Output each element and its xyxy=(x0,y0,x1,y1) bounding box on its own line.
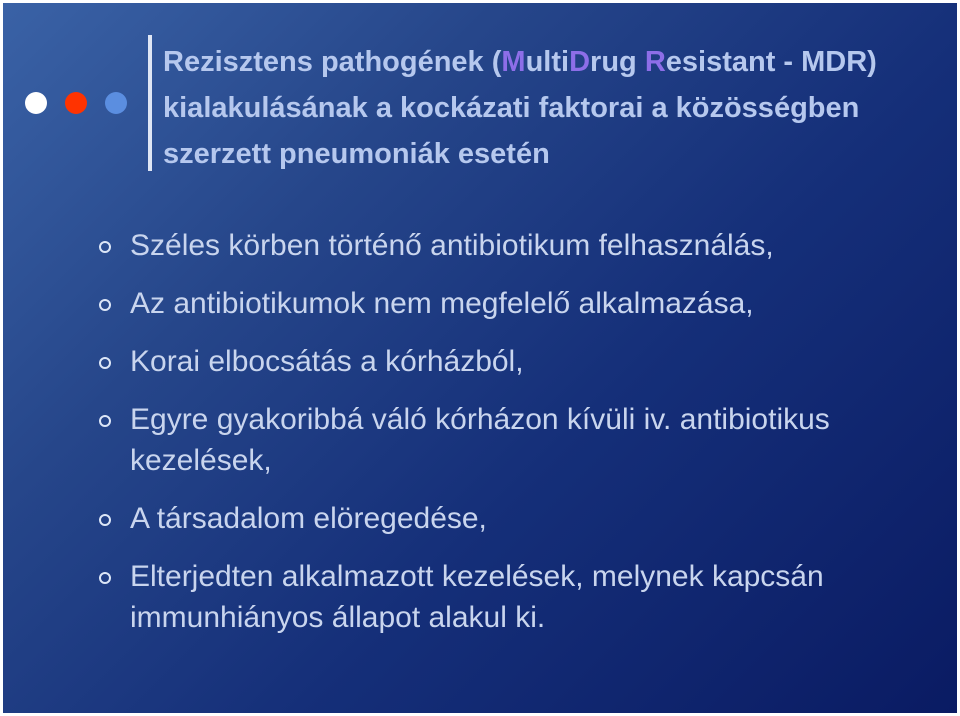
bullet-text: A társadalom elöregedése, xyxy=(130,502,487,535)
red-dot-icon xyxy=(65,92,87,114)
decorative-dots xyxy=(25,92,135,118)
slide xyxy=(3,3,957,713)
title-part-rug: rug xyxy=(590,46,645,78)
bullet-item xyxy=(98,225,948,266)
bullet-item xyxy=(98,556,948,638)
title-part-rest: esistant - MDR) kialakulásának a kockázati faktorai a közösségben szerzett pneumoniák esetén xyxy=(163,46,877,170)
bullet-text: Elterjedten alkalmazott kezelések, melynek kapcsán immunhiányos állapot alakul ki. xyxy=(130,560,824,634)
bullet-circle-icon xyxy=(99,241,111,253)
title-letter-m: M xyxy=(501,46,526,78)
title-divider xyxy=(148,35,152,171)
bullet-text: Széles körben történő antibiotikum felhasználás, xyxy=(130,229,774,262)
bullet-circle-icon xyxy=(99,415,111,427)
title-part-ulti: ulti xyxy=(525,46,570,78)
bullet-circle-icon xyxy=(99,514,111,526)
bullet-item xyxy=(98,283,948,324)
bullet-item xyxy=(98,498,948,539)
bullet-text: Az antibiotikumok nem megfelelő alkalmazása, xyxy=(130,287,754,320)
blue-dot-icon xyxy=(105,92,127,114)
bullet-item xyxy=(98,341,948,382)
white-dot-icon xyxy=(25,92,47,114)
title-letter-r: R xyxy=(644,46,666,78)
bullet-circle-icon xyxy=(99,357,111,369)
bullet-text: Egyre gyakoribbá váló kórházon kívüli iv. antibiotikus kezelések, xyxy=(130,403,830,477)
title-letter-d: D xyxy=(569,46,591,78)
bullet-list xyxy=(98,225,948,655)
bullet-circle-icon xyxy=(99,299,111,311)
bullet-circle-icon xyxy=(99,572,111,584)
title-part-1: Rezisztens pathogének ( xyxy=(163,46,502,78)
slide-title xyxy=(163,39,953,177)
bullet-text: Korai elbocsátás a kórházból, xyxy=(130,345,524,378)
bullet-item xyxy=(98,399,948,481)
